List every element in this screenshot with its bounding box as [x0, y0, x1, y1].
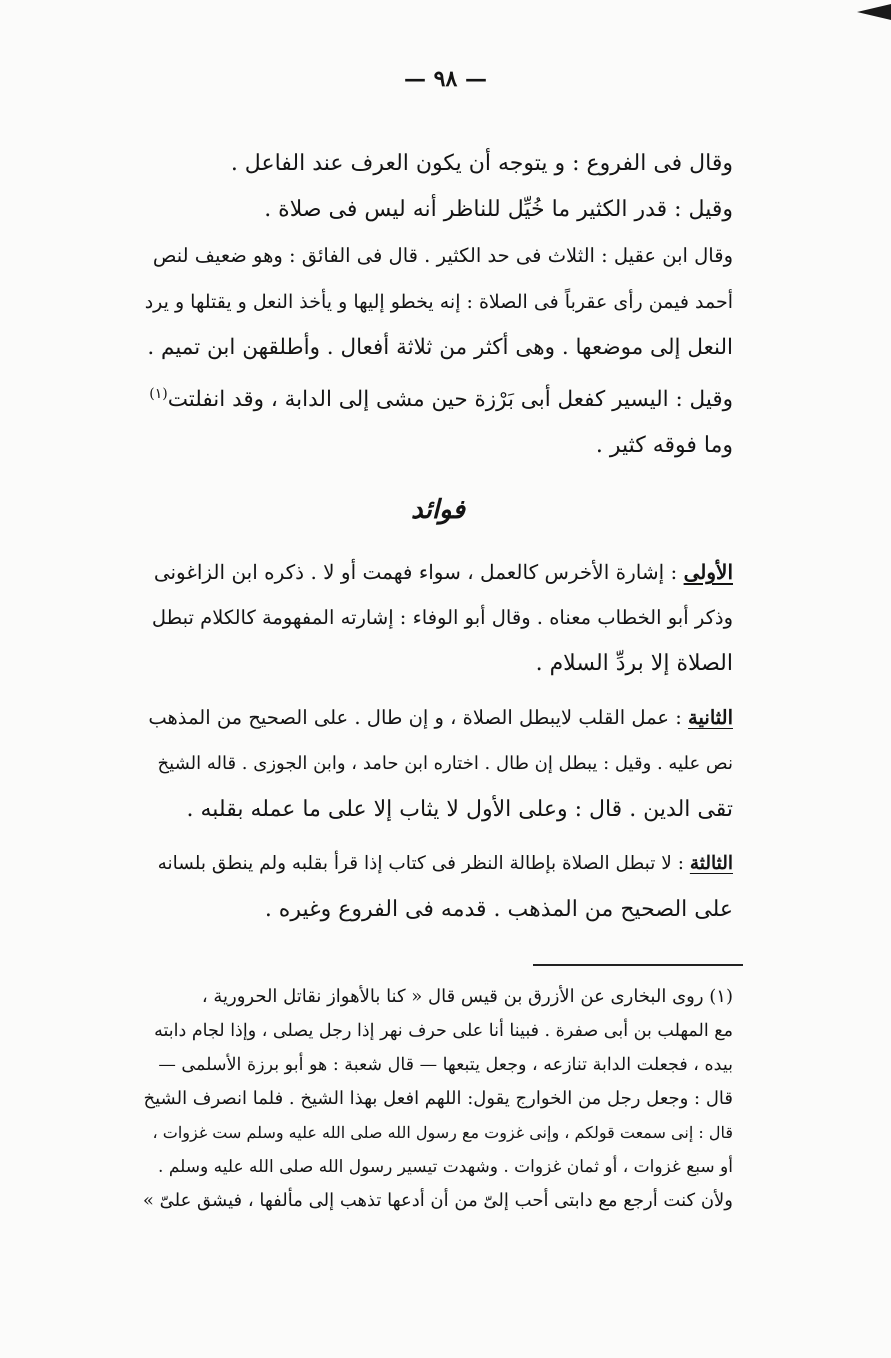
text-line: نص عليه . وقيل : يبطل إن طال . اختاره ابن حامد ، وابن الجوزى . قاله الشيخ [157, 753, 733, 775]
text-line: وقال فى الفروع : و يتوجه أن يكون العرف عند الفاعل . [230, 151, 733, 176]
main-text [143, 141, 733, 933]
benefit-lead: الثالثة [689, 853, 733, 875]
text-line [143, 695, 733, 741]
text-line: وما فوقه كثير . [595, 433, 733, 459]
benefit-first [143, 549, 733, 687]
text-line-body: : عمل القلب لايبطل الصلاة ، و إن طال . على الصحيح من المذهب [148, 706, 682, 730]
footnote-line: ولأن كنت أرجع مع دابتى أحب إلىّ من أن أدعها تذهب إلى مألفها ، فيشق علىّ » [142, 1190, 733, 1211]
footnote-line: بيده ، فجعلت الدابة تنازعه ، وجعل يتبعها — قال شعبة : هو أبو برزة الأسلمى — [158, 1055, 733, 1075]
text-line-body: وقيل : اليسير كفعل أبى بَرْزة حين مشى إلى الدابة ، وقد انفلتت [167, 387, 733, 413]
text-line: وذكر أبو الخطاب معناه . وقال أبو الوفاء : إشارته المفهومة كالكلام تبطل [151, 606, 733, 630]
text-line: النعل إلى موضعها . وهى أكثر من ثلاثة أفعال . وأطلقهن ابن تميم . [147, 335, 733, 360]
text-line [143, 841, 733, 887]
text-line-body: : إشارة الأخرس كالعمل ، سواء فهمت أو لا . ذكره ابن الزاغونى [153, 560, 678, 585]
benefit-third [143, 841, 733, 933]
footnote-line: مع المهلب بن أبى صفرة . فبينا أنا على حرف نهر إذا رجل يصلى ، وإذا لجام دابته [154, 1021, 733, 1041]
benefit-lead: الأولى [683, 560, 733, 585]
text-line: وقيل : قدر الكثير ما خُيِّل للناظر أنه ليس فى صلاة . [264, 197, 733, 222]
section-title: فوائد [411, 495, 465, 526]
text-line: أحمد فيمن رأى عقرباً فى الصلاة : إنه يخطو إليها و يأخذ النعل و يقتلها و يرد [144, 291, 733, 313]
text-line: تقى الدين . قال : وعلى الأول لا يثاب إلا على ما عمله بقلبه . [186, 797, 733, 823]
text-line [143, 549, 733, 595]
text-line: الصلاة إلا بردِّ السلام . [535, 651, 733, 677]
text-line: وقال ابن عقيل : الثلاث فى حد الكثير . قال فى الفائق : وهو ضعيف لنص [152, 244, 733, 267]
benefit-lead: الثانية [688, 706, 733, 730]
footnote-line: (١) روى البخارى عن الأزرق بن قيس قال « كنا بالأهواز نقاتل الحرورية ، [201, 986, 733, 1007]
footnote-marker: (١) [149, 386, 168, 402]
footnote [143, 980, 733, 1218]
text-line [143, 371, 733, 423]
benefit-second [143, 695, 733, 833]
footnote-line: قال : وجعل رجل من الخوارج يقول: اللهم افعل بهذا الشيخ . فلما انصرف الشيخ [143, 1088, 733, 1109]
text-line: على الصحيح من المذهب . قدمه فى الفروع وغيره . [264, 897, 733, 923]
page-corner-mark [857, 4, 891, 20]
page-number: — ٩٨ — [404, 66, 487, 92]
footnote-line: قال : إنى سمعت قولكم ، وإنى غزوت مع رسول الله صلى الله عليه وسلم ست غزوات ، [152, 1123, 733, 1142]
text-line-body: : لا تبطل الصلاة بإطالة النظر فى كتاب إذا قرأ بقلبه ولم ينطق بلسانه [157, 853, 684, 875]
footnote-separator [533, 964, 743, 966]
footnote-line: أو سبع غزوات ، أو ثمان غزوات . وشهدت تيسير رسول الله صلى الله عليه وسلم . [158, 1157, 733, 1177]
